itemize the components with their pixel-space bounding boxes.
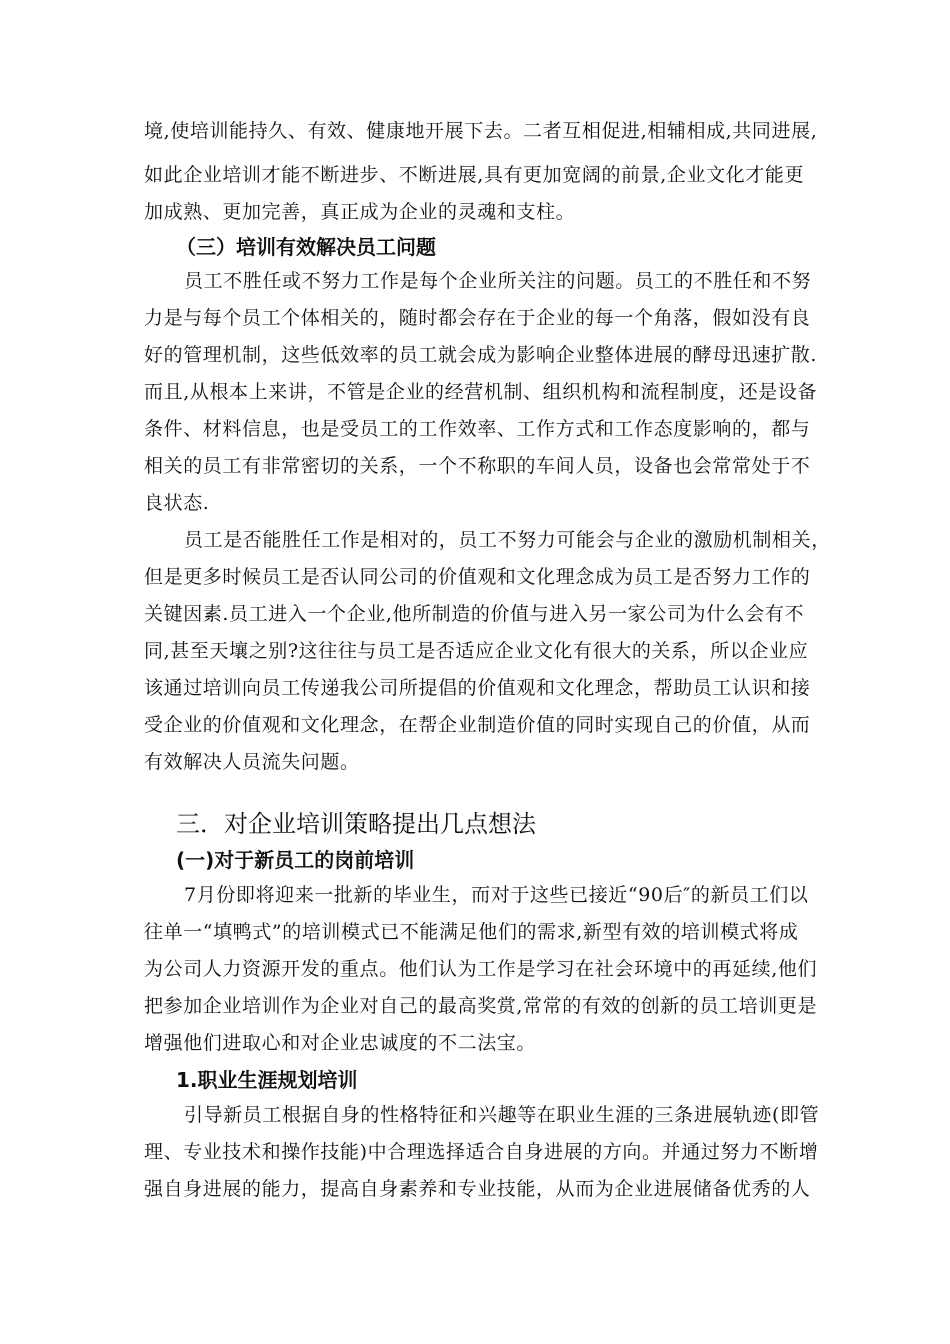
paragraph-line: 增强他们进取心和对企业忠诚度的不二法宝。 [144, 1032, 537, 1054]
paragraph-line: 加成熟、更加完善，真正成为企业的灵魂和支柱。 [144, 201, 576, 223]
section-heading: （三）培训有效解决员工问题 [176, 235, 436, 259]
paragraph-line: 关键因素.员工进入一个企业,他所制造的价值与进入另一家公司为什么会有不 [144, 603, 805, 625]
paragraph-line: 如此企业培训才能不断进步、不断进展,具有更加宽阔的前景,企业文化才能更 [144, 164, 805, 186]
subsection-heading: (一)对于新员工的岗前培训 [176, 848, 415, 872]
paragraph-line: 把参加企业培训作为企业对自己的最高奖赏,常常的有效的创新的员工培训更是 [144, 995, 818, 1017]
paragraph-line: 理、专业技术和操作技能)中合理选择适合自身进展的方向。并通过努力不断增 [144, 1141, 819, 1163]
paragraph-line: 境,使培训能持久、有效、健康地开展下去。二者互相促进,相辅相成,共同进展, [144, 120, 818, 142]
paragraph-line: 7月份即将迎来一批新的毕业生，而对于这些已接近“90后″的新员工们以 [184, 884, 809, 906]
paragraph-line: 有效解决人员流失问题。 [144, 751, 360, 773]
paragraph-line: 条件、材料信息，也是受员工的工作效率、工作方式和工作态度影响的，都与 [144, 418, 811, 440]
paragraph-line: 相关的员工有非常密切的关系，一个不称职的车间人员，设备也会常常处于不 [144, 455, 811, 477]
paragraph-line: 该通过培训向员工传递我公司所提倡的价值观和文化理念，帮助员工认识和接 [144, 677, 811, 699]
paragraph-line: 而且,从根本上来讲，不管是企业的经营机制、组织机构和流程制度，还是设备 [144, 381, 818, 403]
paragraph-line: 力是与每个员工个体相关的，随时都会存在于企业的每一个角落，假如没有良 [144, 307, 811, 329]
paragraph-line: 受企业的价值观和文化理念，在帮企业制造价值的同时实现自己的价值，从而 [144, 714, 811, 736]
paragraph-line: 员工不胜任或不努力工作是每个企业所关注的问题。员工的不胜任和不努 [184, 270, 812, 292]
paragraph-line: 引导新员工根据自身的性格特征和兴趣等在职业生涯的三条进展轨迹(即管 [184, 1104, 820, 1126]
paragraph-line: 为公司人力资源开发的重点。他们认为工作是学习在社会环境中的再延续,他们 [144, 958, 818, 980]
chapter-heading: 三．对企业培训策略提出几点想法 [176, 810, 536, 838]
paragraph-line: 好的管理机制，这些低效率的员工就会成为影响企业整体进展的酵母迅速扩散. [144, 344, 818, 366]
paragraph-line: 强自身进展的能力，提高自身素养和专业技能，从而为企业进展储备优秀的人 [144, 1178, 811, 1200]
paragraph-line: 同,甚至天壤之别?这往往与员工是否适应企业文化有很大的关系，所以企业应 [144, 640, 809, 662]
paragraph-line: 员工是否能胜任工作是相对的，员工不努力可能会与企业的激励机制相关， [184, 529, 831, 551]
paragraph-line: 但是更多时候员工是否认同公司的价值观和文化理念成为员工是否努力工作的 [144, 566, 811, 588]
item-heading: 1.职业生涯规划培训 [176, 1068, 358, 1092]
paragraph-line: 往单一“填鸭式”的培训模式已不能满足他们的需求,新型有效的培训模式将成 [144, 921, 799, 943]
paragraph-line: 良状态. [144, 492, 210, 514]
